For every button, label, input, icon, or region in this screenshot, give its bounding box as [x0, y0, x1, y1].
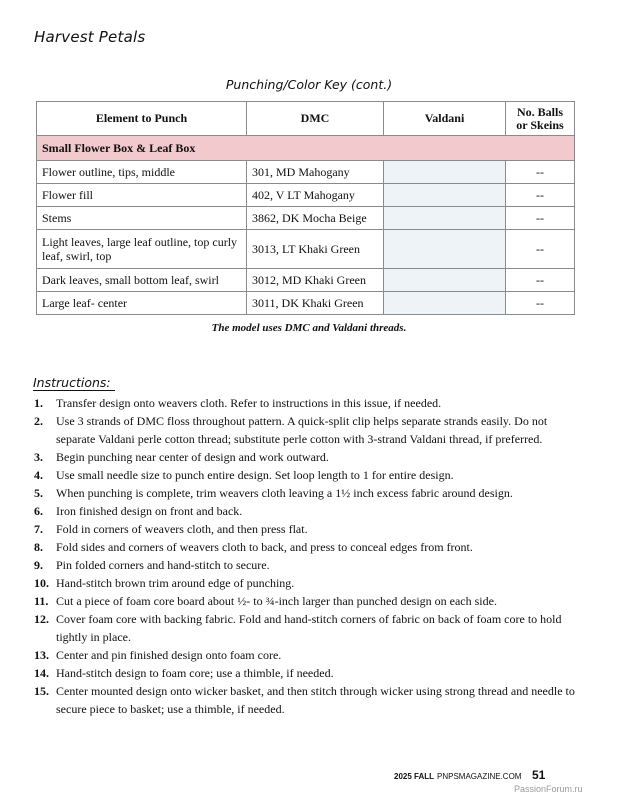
element-cell: Flower fill: [37, 184, 247, 207]
list-item: [34, 574, 586, 592]
element-cell: Light leaves, large leaf outline, top curly leaf, swirl, top: [37, 230, 247, 269]
quantity-cell: --: [506, 207, 575, 230]
footer-site: PNPSMAGAZINE.COM: [437, 772, 522, 781]
list-item: [34, 592, 586, 610]
table-row: [37, 269, 575, 292]
list-item: [34, 664, 586, 682]
step-text: Hand-stitch design to foam core; use a thimble, if needed.: [56, 666, 334, 680]
step-number: 8.: [34, 540, 43, 554]
list-item: [34, 394, 586, 412]
step-text: Use small needle size to punch entire design. Set loop length to 1 for entire design.: [56, 468, 454, 482]
step-text: Begin punching near center of design and work outward.: [56, 450, 329, 464]
list-item: [34, 412, 586, 448]
valdani-cell: [384, 161, 506, 184]
element-cell: Large leaf- center: [37, 292, 247, 315]
quantity-cell: --: [506, 161, 575, 184]
step-number: 12.: [34, 612, 49, 626]
step-text: Use 3 strands of DMC floss throughout pattern. A quick-split clip helps separate strands easily. Do not separate Valdani perle cotton thread; substitute perle cotton with 3-strand Valdani thread, if preferred.: [56, 414, 548, 446]
list-item: [34, 538, 586, 556]
list-item: [34, 466, 586, 484]
step-number: 13.: [34, 648, 49, 662]
step-number: 7.: [34, 522, 43, 536]
step-text: Fold in corners of weavers cloth, and then press flat.: [56, 522, 308, 536]
dmc-cell: 301, MD Mahogany: [247, 161, 384, 184]
step-text: Cut a piece of foam core board about ½- to ¾-inch larger than punched design on each side.: [56, 594, 497, 608]
list-item: [34, 502, 586, 520]
dmc-cell: 3013, LT Khaki Green: [247, 230, 384, 269]
list-item: [34, 610, 586, 646]
list-item: [34, 520, 586, 538]
list-item: [34, 556, 586, 574]
instructions-heading: [33, 375, 111, 390]
step-number: 11.: [34, 594, 49, 608]
step-number: 2.: [34, 414, 43, 428]
quantity-cell: --: [506, 230, 575, 269]
column-header: DMC: [247, 102, 384, 136]
step-number: 10.: [34, 576, 49, 590]
step-text: Hand-stitch brown trim around edge of punching.: [56, 576, 295, 590]
table-note: The model uses DMC and Valdani threads.: [211, 322, 407, 334]
section-title: Small Flower Box & Leaf Box: [37, 136, 575, 161]
step-number: 15.: [34, 684, 49, 698]
table-row: [37, 207, 575, 230]
dmc-cell: 402, V LT Mahogany: [247, 184, 384, 207]
table-header-row: [37, 102, 575, 136]
instructions-list: [34, 394, 586, 718]
quantity-cell: --: [506, 269, 575, 292]
step-text: Transfer design onto weavers cloth. Refer to instructions in this issue, if needed.: [56, 396, 442, 410]
table-row: [37, 184, 575, 207]
element-cell: Flower outline, tips, middle: [37, 161, 247, 184]
valdani-cell: [384, 184, 506, 207]
list-item: [34, 484, 586, 502]
step-text: When punching is complete, trim weavers cloth leaving a 1½ inch excess fabric around design.: [56, 486, 513, 500]
punching-color-key-table: [36, 101, 575, 315]
quantity-cell: --: [506, 184, 575, 207]
step-number: 9.: [34, 558, 43, 572]
step-text: Center mounted design onto wicker basket, and then stitch through wicker using strong thread and needle to secure piece to basket; use a thimble, if needed.: [56, 684, 575, 716]
dmc-cell: 3862, DK Mocha Beige: [247, 207, 384, 230]
dmc-cell: 3012, MD Khaki Green: [247, 269, 384, 292]
element-cell: Dark leaves, small bottom leaf, swirl: [37, 269, 247, 292]
table-section-row: [37, 136, 575, 161]
column-header: Element to Punch: [37, 102, 247, 136]
quantity-cell: --: [506, 292, 575, 315]
step-text: Cover foam core with backing fabric. Fold and hand-stitch corners of fabric on back of foam core to hold tightly in place.: [56, 612, 562, 644]
table-title: Punching/Color Key (cont.): [225, 77, 393, 92]
table-row: [37, 292, 575, 315]
step-text: Iron finished design on front and back.: [56, 504, 243, 518]
instructions-heading-text: Instructions:: [33, 375, 111, 390]
list-item: [34, 682, 586, 718]
step-text: Fold sides and corners of weavers cloth to back, and press to conceal edges from front.: [56, 540, 473, 554]
footer-issue: 2025 FALL: [394, 772, 435, 781]
element-cell: Stems: [37, 207, 247, 230]
list-item: [34, 448, 586, 466]
table-row: [37, 161, 575, 184]
step-number: 1.: [34, 396, 43, 410]
valdani-cell: [384, 207, 506, 230]
step-text: Center and pin finished design onto foam core.: [56, 648, 282, 662]
step-number: 14.: [34, 666, 49, 680]
table-row: [37, 230, 575, 269]
column-header: No. Balls or Skeins: [506, 102, 575, 136]
page-number: 51: [532, 768, 546, 782]
valdani-cell: [384, 269, 506, 292]
column-header: Valdani: [384, 102, 506, 136]
watermark: PassionForum.ru: [514, 784, 583, 794]
list-item: [34, 646, 586, 664]
dmc-cell: 3011, DK Khaki Green: [247, 292, 384, 315]
valdani-cell: [384, 230, 506, 269]
heading-underline: [33, 390, 115, 391]
valdani-cell: [384, 292, 506, 315]
step-number: 5.: [34, 486, 43, 500]
step-text: Pin folded corners and hand-stitch to secure.: [56, 558, 270, 572]
step-number: 4.: [34, 468, 43, 482]
step-number: 6.: [34, 504, 43, 518]
page-title: Harvest Petals: [34, 28, 146, 46]
step-number: 3.: [34, 450, 43, 464]
